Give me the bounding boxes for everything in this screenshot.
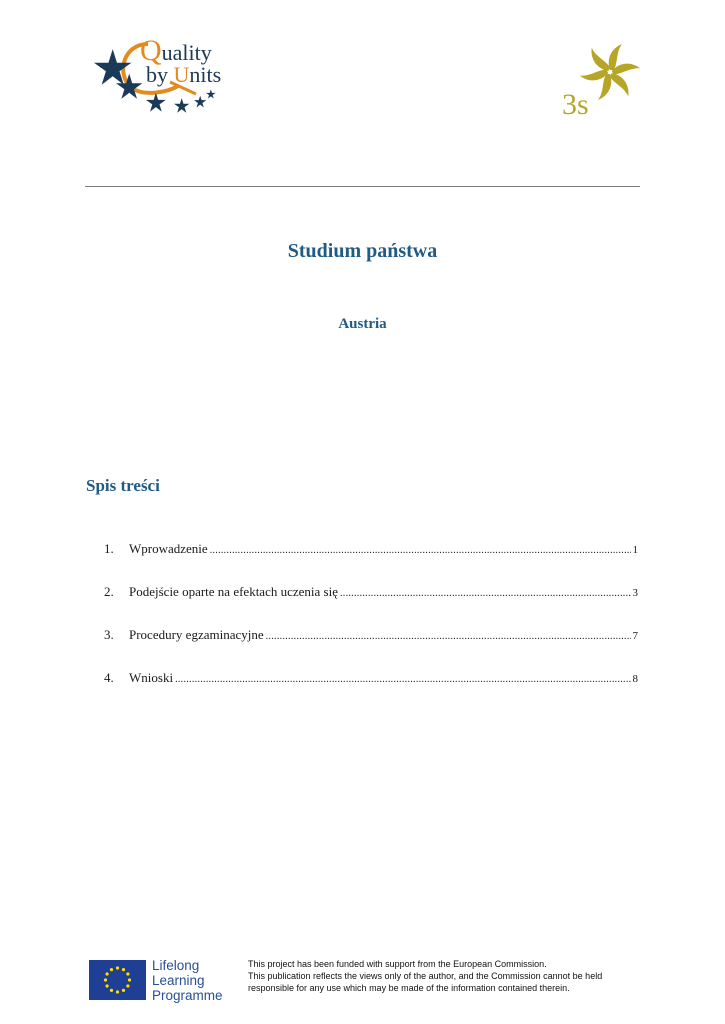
toc-dot-leader xyxy=(340,588,631,599)
toc-entry-number: 2. xyxy=(104,584,114,599)
eu-flag-icon xyxy=(89,960,146,1000)
llp-line: Lifelong xyxy=(152,958,200,973)
funding-disclaimer xyxy=(248,958,648,994)
toc-entry[interactable] xyxy=(104,670,638,688)
toc-entry-page: 7 xyxy=(632,630,638,642)
toc-entry-title[interactable]: Podejście oparte na efektach uczenia się xyxy=(129,584,338,599)
toc-entry-number: 4. xyxy=(104,670,114,685)
toc-entry[interactable] xyxy=(104,627,638,645)
toc-entry-title[interactable]: Wprowadzenie xyxy=(129,541,208,556)
toc-entry-title[interactable]: Procedury egzaminacyjne xyxy=(129,627,264,642)
llp-line: Learning xyxy=(152,973,205,988)
quality-by-units-logo xyxy=(88,36,263,118)
page-subtitle: Austria xyxy=(338,316,387,332)
toc-dot-leader xyxy=(210,545,631,556)
toc-entry-page: 8 xyxy=(632,673,638,685)
disclaimer-line: This project has been funded with support from the European Commission. xyxy=(248,959,547,969)
toc-entry[interactable] xyxy=(104,541,638,559)
page-title: Studium państwa xyxy=(287,240,438,262)
toc-entry-number: 3. xyxy=(104,627,114,642)
disclaimer-line: This publication reflects the views only of the author, and the Commission cannot be held xyxy=(248,971,603,981)
header-divider xyxy=(85,186,640,187)
toc-entry[interactable] xyxy=(104,584,638,602)
eu-stars-icon xyxy=(89,960,146,1000)
logo-line-quality: Quality xyxy=(140,34,212,67)
llp-line: Programme xyxy=(152,988,223,1003)
disclaimer-line: responsible for any use which may be made of the information contained therein. xyxy=(248,983,570,993)
toc-entry-title[interactable]: Wnioski xyxy=(129,670,174,685)
3s-logo xyxy=(560,40,645,125)
logo-line-by-units: by Units xyxy=(146,62,222,87)
3s-logo-text: 3s xyxy=(562,88,589,121)
toc-heading: Spis treści xyxy=(86,476,160,495)
toc-dot-leader xyxy=(175,674,630,685)
toc-entry-page: 3 xyxy=(632,587,638,599)
toc-entry-number: 1. xyxy=(104,541,114,556)
toc-dot-leader xyxy=(266,631,631,642)
toc-entry-page: 1 xyxy=(632,544,638,556)
lifelong-learning-programme-logo xyxy=(152,958,223,1003)
